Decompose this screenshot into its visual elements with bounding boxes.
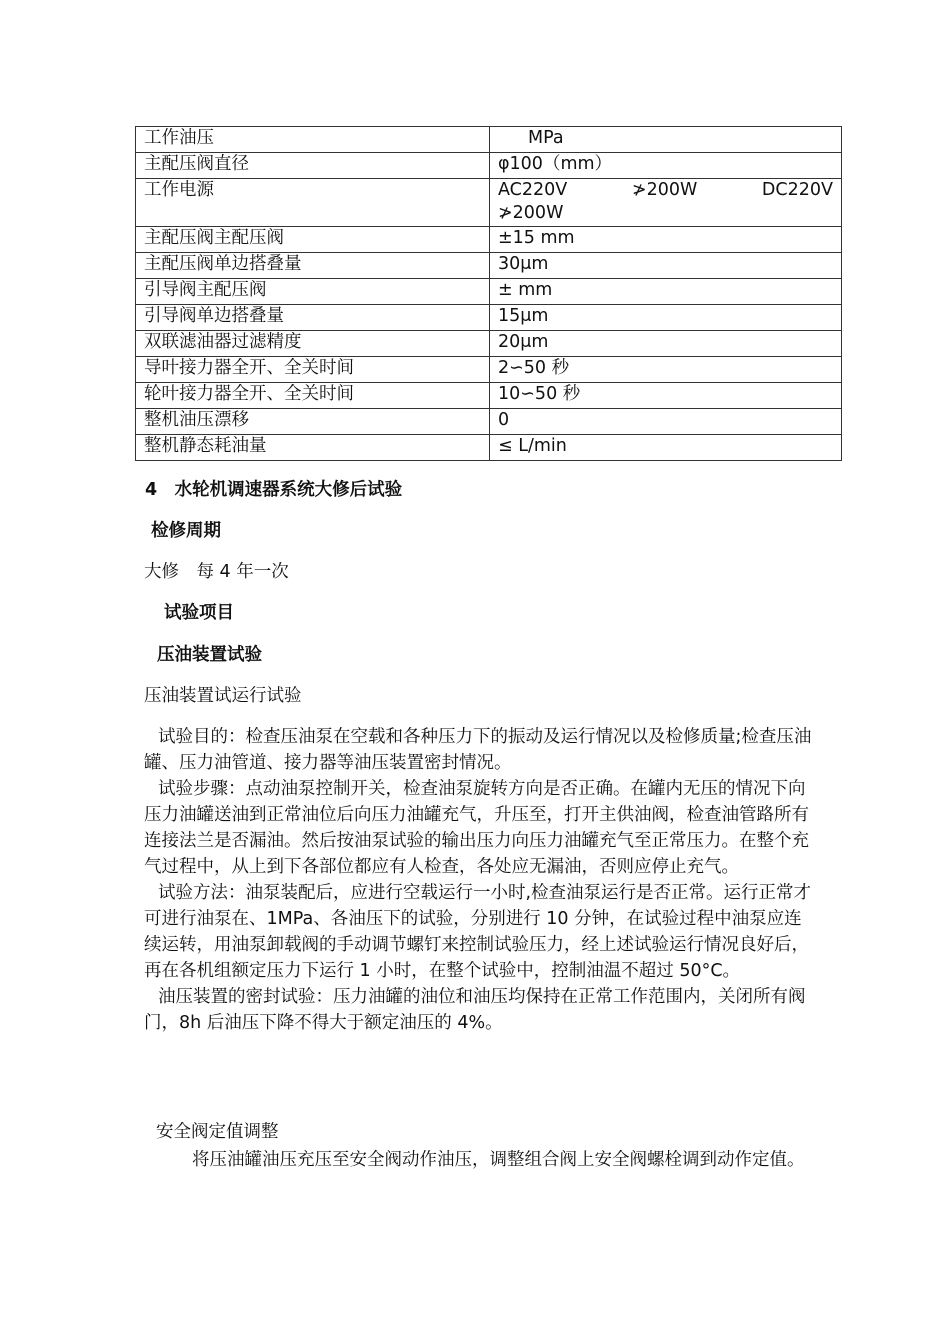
row-value: MPa: [528, 128, 564, 148]
test-body: [144, 724, 814, 1036]
trial-heading: 压油装置试运行试验: [144, 686, 302, 706]
steps-paragraph: 试验步骤：点动油泵控制开关，检查油泵旋转方向是否正确。在罐内无压的情况下向压力油罐送油到正常油位后向压力油罐充气，升压至，打开主供油阀，检查油管路所有连接法兰是否漏油。然后按油泵试验的输出压力向压力油罐充气至正常压力。在整个充气过程中，从上到下各部位都应有人检查，各处应无漏油，否则应停止充气。: [144, 779, 809, 877]
spec-table: [135, 126, 842, 461]
row-value: 10∽50 秒: [498, 384, 581, 404]
row-value: 0: [498, 410, 510, 430]
row-key: 引导阀单边搭叠量: [144, 306, 284, 326]
row-key: 导叶接力器全开、全关时间: [144, 358, 354, 378]
items-heading: 试验项目: [164, 603, 234, 623]
safety-body: [144, 1147, 814, 1173]
power-dc-limit: ≯200W: [498, 203, 564, 223]
power-value: [498, 179, 833, 226]
row-value: 20μm: [498, 332, 549, 352]
purpose-paragraph: 试验目的：检查压油泵在空载和各种压力下的振动及运行情况以及检修质量;检查压油罐、压力油管道、接力器等油压装置密封情况。: [144, 727, 812, 773]
row-key: 工作电源: [144, 180, 214, 200]
safety-paragraph: 将压油罐油压充压至安全阀动作油压，调整组合阀上安全阀螺栓调到动作定值。: [192, 1150, 805, 1170]
row-key: 双联滤油器过滤精度: [144, 332, 302, 352]
table-row: [136, 357, 842, 383]
table-row: [136, 279, 842, 305]
table-row: [136, 227, 842, 253]
table-row: [136, 179, 842, 227]
table-row: [136, 435, 842, 461]
table-row: [136, 305, 842, 331]
table-row: [136, 127, 842, 153]
method-paragraph: 试验方法：油泵装配后，应进行空载运行一小时,检查油泵运行是否正常。运行正常才可进行油泵在、1MPa、各油压下的试验，分别进行 10 分钟，在试验过程中油泵应连续运转，用油泵卸载阀的手动调节螺钉来控制试验压力，经上述试验运行情况良好后，再在各机组额定压力下运行 1 小时，在整个试验中，控制油温不超过 50°C。: [144, 883, 812, 981]
row-key: 主配压阀主配压阀: [144, 228, 284, 248]
row-key: 引导阀主配压阀: [144, 280, 267, 300]
power-ac-limit: ≯200W: [631, 180, 698, 200]
table-row: [136, 331, 842, 357]
section-heading: 4 水轮机调速器系统大修后试验: [145, 480, 403, 500]
row-value: ± mm: [498, 280, 553, 300]
row-key: 工作油压: [144, 128, 214, 148]
safety-heading: 安全阀定值调整: [156, 1122, 279, 1142]
table-row: [136, 253, 842, 279]
cycle-heading: 检修周期: [151, 521, 221, 541]
row-key: 整机静态耗油量: [144, 436, 267, 456]
row-key: 主配压阀直径: [144, 154, 249, 174]
cycle-text: 大修 每 4 年一次: [144, 562, 289, 582]
row-key: 轮叶接力器全开、全关时间: [144, 384, 354, 404]
row-value: 30μm: [498, 254, 549, 274]
power-dc: DC220V: [761, 180, 833, 200]
power-ac: AC220V: [498, 180, 568, 200]
row-key: 主配压阀单边搭叠量: [144, 254, 302, 274]
table-row: [136, 409, 842, 435]
row-value: ≤ L/min: [498, 436, 567, 456]
row-value: φ100（mm）: [498, 154, 613, 174]
table-row: [136, 153, 842, 179]
row-value: ±15 mm: [498, 228, 575, 248]
row-key: 整机油压漂移: [144, 410, 249, 430]
table-row: [136, 383, 842, 409]
pressure-heading: 压油装置试验: [157, 645, 262, 665]
row-value: 15μm: [498, 306, 549, 326]
seal-test-paragraph: 油压装置的密封试验：压力油罐的油位和油压均保持在正常工作范围内，关闭所有阀门，8h 后油压下降不得大于额定油压的 4%。: [144, 987, 806, 1033]
row-value: 2∽50 秒: [498, 358, 570, 378]
